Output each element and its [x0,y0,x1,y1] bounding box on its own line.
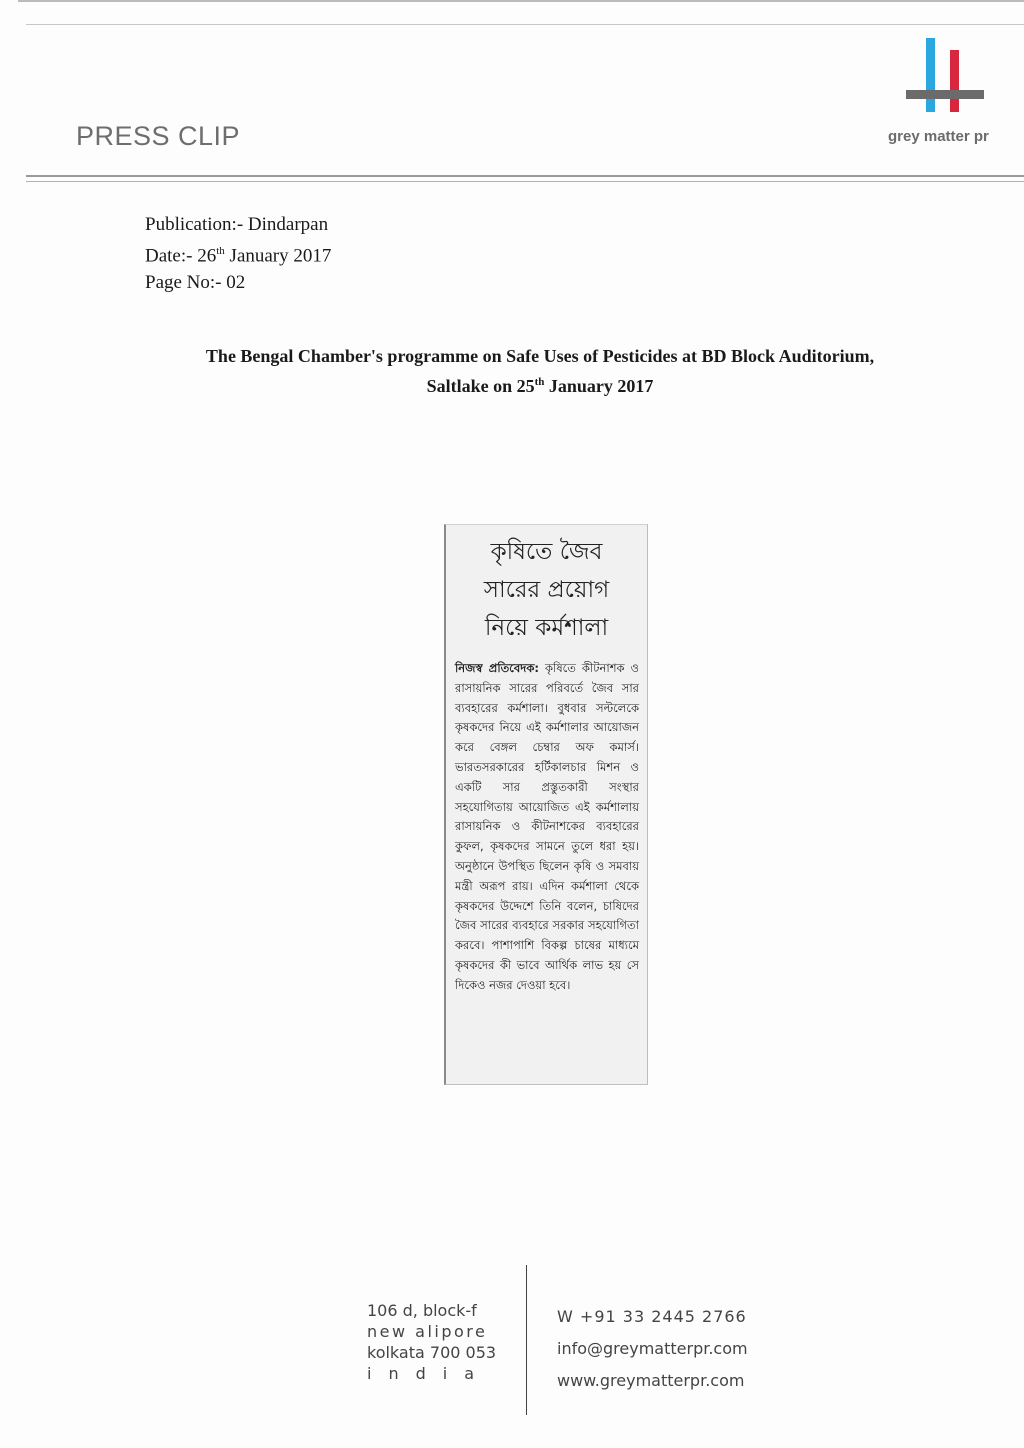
footer-phone: W +91 33 2445 2766 [557,1307,747,1326]
newspaper-clipping [444,524,648,1085]
clip-body [455,659,639,996]
address-line: 106 d, block-f [367,1301,477,1320]
footer-website[interactable]: www.greymatterpr.com [557,1371,745,1390]
clip-title-line: কৃষিতে জৈব [490,539,603,565]
header-rule-thin [26,181,1024,182]
clip-title-line: সারের প্রয়োগ [483,577,610,603]
headline-line-1: The Bengal Chamber's programme on Safe Uses of Pesticides at BD Block Auditorium, [205,346,875,366]
address-line: new alipore [367,1322,488,1341]
page-value: 02 [226,272,246,294]
headline-line-2-pre: Saltlake on 25 [426,376,535,396]
date-rest: January 2017 [229,245,332,267]
headline-line-2-sup: th [534,376,545,388]
press-clip-label: PRESS CLIP [76,121,241,151]
headline-line-2 [150,369,930,399]
publication-meta [145,211,331,296]
header-rule [26,175,1024,177]
page-top-edge [18,0,1024,2]
clip-headline [150,343,930,399]
page-line [145,269,331,296]
clip-body-text: কৃষিতে কীটনাশক ও রাসায়নিক সারের পরিবর্তে জৈব সার ব্যবহারের কর্মশালা। বুধবার সল্টলেকে কৃষকদের নিয়ে এই কর্মশালার আয়োজন করে বেঙ্গল চেম্বার অফ কমার্স। ভারতসরকারের হর্টিকালচার মিশন ও একটি সার প্রস্তুতকারী সংস্থার সহযোগিতায় আয়োজিত এই কর্মশালায় রাসায়নিক ও কীটনাশকের ব্যবহারের কুফল, কৃষকদের সামনে তুলে ধরা হয়। অনুষ্ঠানে উপস্থিত ছিলেন কৃষি ও সমবায় মন্ত্রী অরূপ রায়। এদিন কর্মশালা থেকে কৃষকদের উদ্দেশে তিনি বলেন, চাষিদের জৈব সারের ব্যবহারে সরকার সহযোগিতা করবে। পাশাপাশি বিকল্প চাষের মাধ্যমে কৃষকদের কী ভাবে আর্থিক লাভ হয় সে দিকেও নজর দেওয়া হবে। [455,661,640,992]
page-label: Page No:- [145,272,222,294]
footer-address [367,1300,496,1384]
headline-line-2-post: January 2017 [548,376,654,396]
footer-divider [526,1265,527,1415]
footer-email[interactable]: info@greymatterpr.com [557,1339,748,1358]
date-line [145,238,331,269]
clip-title-line: নিয়ে কর্মশালা [484,615,609,641]
top-rule [26,24,1024,25]
publication-line [145,211,331,238]
clip-byline: নিজস্ব প্রতিবেদক: [455,661,539,675]
footer-contact [557,1301,748,1397]
date-label: Date:- [145,245,193,267]
address-line: india [367,1364,491,1383]
publication-label: Publication:- [145,214,244,235]
clip-title [446,533,647,647]
brand-name: grey matter pr [888,128,989,145]
publication-value: Dindarpan [247,214,329,235]
date-day: 26 [197,245,217,267]
date-suffix: th [216,245,225,257]
address-line: kolkata 700 053 [367,1343,497,1362]
grey-matter-logo-icon [900,36,990,114]
